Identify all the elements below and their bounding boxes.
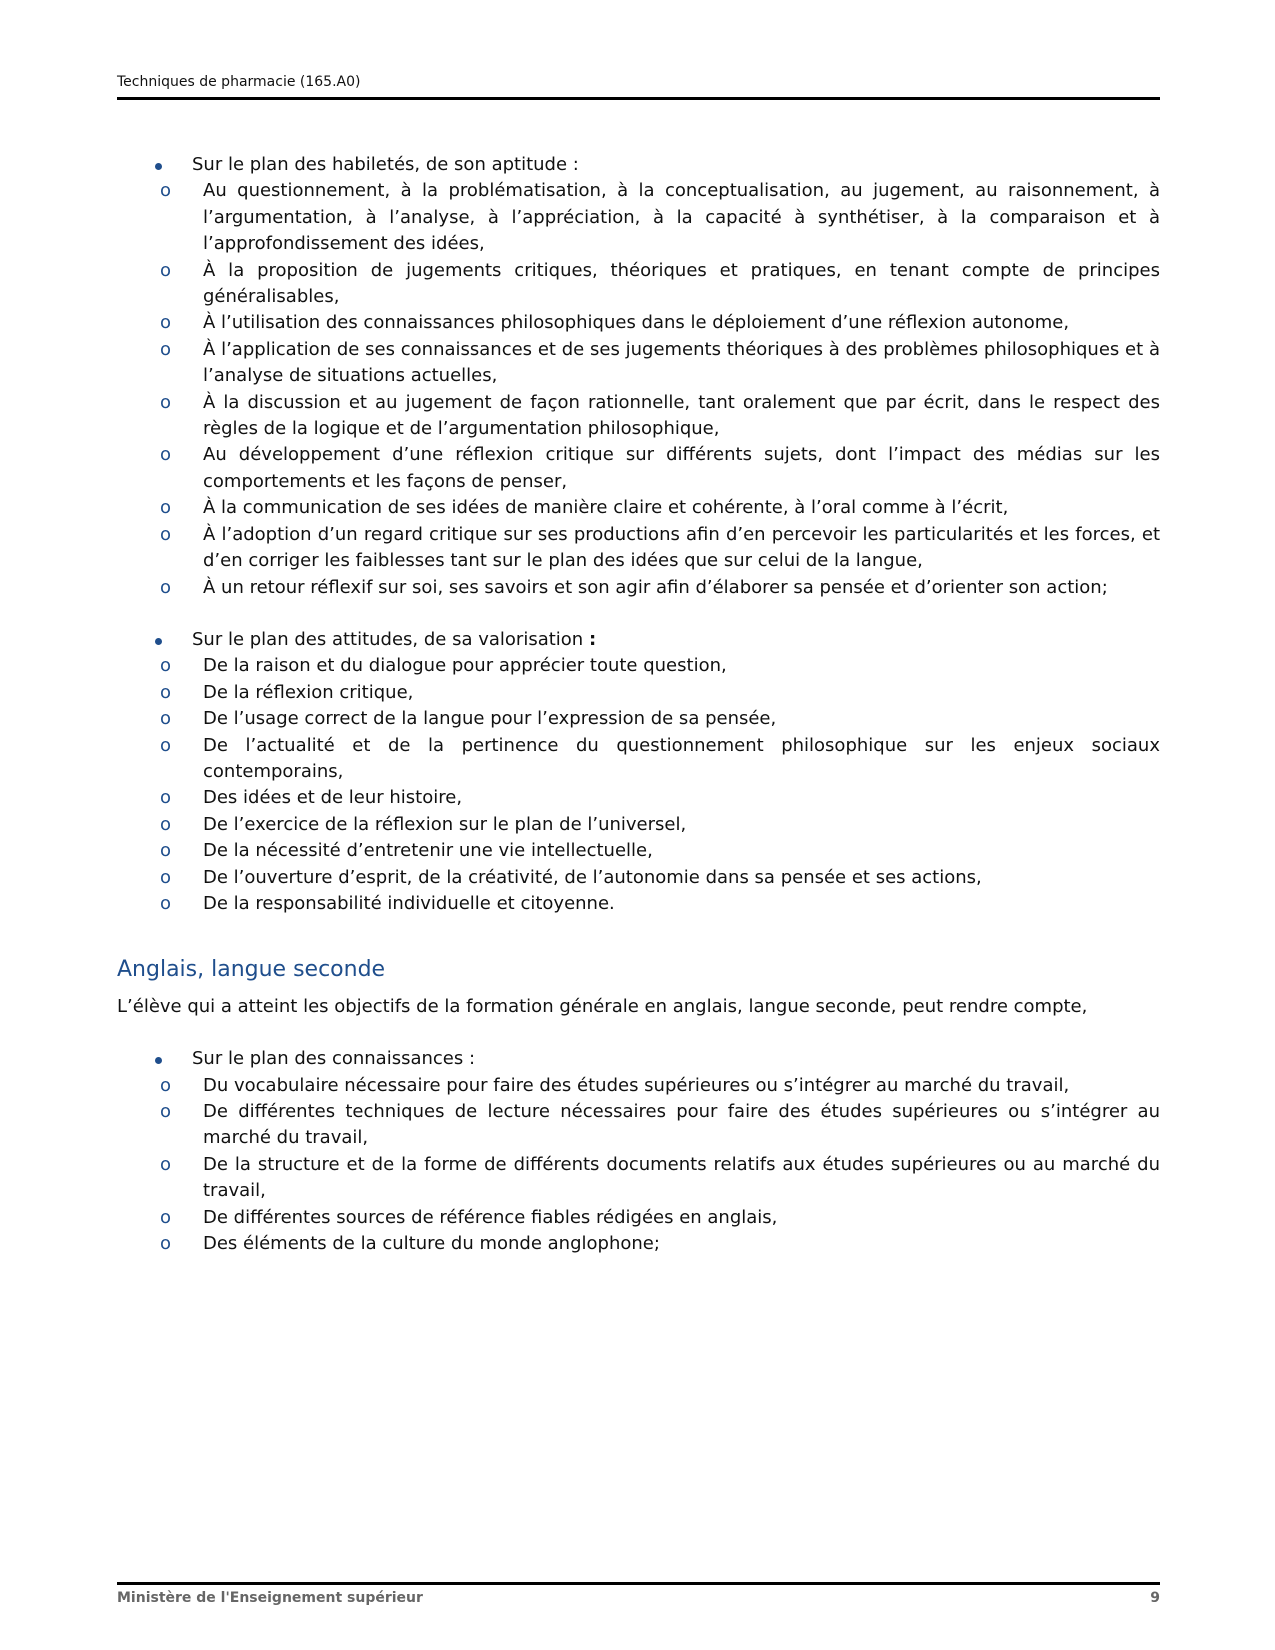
section-heading: Anglais, langue seconde xyxy=(117,957,386,983)
page-content xyxy=(117,152,1160,1257)
header-rule xyxy=(117,97,1160,100)
list-item xyxy=(160,390,1160,443)
sub-bullet-icon: o xyxy=(160,523,172,545)
list-item xyxy=(160,891,1160,917)
footer-rule xyxy=(117,1582,1160,1585)
sub-bullet-icon: o xyxy=(160,813,172,835)
list-item-text: Des idées et de leur histoire, xyxy=(203,787,463,809)
spacer xyxy=(117,601,1160,627)
sub-bullet-icon: o xyxy=(160,1101,172,1122)
sub-bullet-icon: o xyxy=(160,1233,172,1255)
sub-bullet-icon: o xyxy=(160,338,172,360)
list-item xyxy=(160,653,1160,679)
list-item xyxy=(160,522,1160,575)
list-item-text: À l’utilisation des connaissances philosophiques dans le déploiement d’une réflexion autonome, xyxy=(203,312,1070,334)
sub-bullet-icon: o xyxy=(160,787,172,809)
sub-bullet-icon: o xyxy=(160,681,172,703)
bullet-icon xyxy=(155,638,162,645)
sub-bullet-icon: o xyxy=(160,708,172,730)
sub-bullet-icon: o xyxy=(160,312,172,334)
list-item-text: À la communication de ses idées de manière claire et cohérente, à l’oral comme à l’écrit, xyxy=(203,497,1009,519)
list-item xyxy=(160,337,1160,390)
list-item xyxy=(160,812,1160,838)
english-objectives xyxy=(117,1046,1160,1257)
list-item xyxy=(160,733,1160,786)
list-item xyxy=(160,1205,1160,1231)
philosophy-objectives xyxy=(117,152,1160,917)
sub-bullet-icon: o xyxy=(160,391,172,413)
list-item-text: De la nécessité d’entretenir une vie intellectuelle, xyxy=(203,840,653,862)
bullet-group xyxy=(117,627,1160,917)
list-item xyxy=(160,680,1160,706)
list-item-text: À la proposition de jugements critiques, théoriques et pratiques, en tenant compte de principes généralisables, xyxy=(203,259,1160,308)
sub-bullet-icon: o xyxy=(160,259,172,281)
sub-bullet-icon: o xyxy=(160,892,172,914)
sub-bullet-icon: o xyxy=(160,1153,172,1175)
sub-bullet-icon: o xyxy=(160,444,172,466)
list-item xyxy=(160,178,1160,257)
list-item-text: De différentes techniques de lecture nécessaires pour faire des études supérieures ou s’intégrer au marché du travail, xyxy=(203,1101,1160,1149)
list-item-text: Au développement d’une réflexion critique sur différents sujets, dont l’impact des médias sur les comportements et les façons de penser, xyxy=(203,444,1160,492)
list-item xyxy=(160,1099,1160,1152)
list-item-text: Au questionnement, à la problématisation, à la conceptualisation, au jugement, au raisonnement, à l’argumentation, à l’analyse, à l’appréciation, à la capacité à synthétiser, à la comparaison et à l’approfondissement des idées, xyxy=(203,180,1160,255)
bullet-label: Sur le plan des attitudes, de sa valorisation xyxy=(192,628,589,650)
sub-bullet-icon: o xyxy=(160,734,172,756)
sub-bullet-icon: o xyxy=(160,497,172,519)
list-item xyxy=(160,785,1160,811)
bullet-icon xyxy=(155,1057,162,1064)
running-header: Techniques de pharmacie (165.A0) xyxy=(117,74,361,90)
list-item xyxy=(160,442,1160,495)
sub-bullet-icon: o xyxy=(160,576,172,598)
sub-bullet-icon: o xyxy=(160,866,172,888)
list-item xyxy=(160,310,1160,336)
sub-bullet-icon: o xyxy=(160,1206,172,1228)
list-item xyxy=(160,1231,1160,1257)
list-item-text: Des éléments de la culture du monde anglophone; xyxy=(203,1233,660,1255)
list-item xyxy=(160,1073,1160,1099)
list-item-text: À la discussion et au jugement de façon rationnelle, tant oralement que par écrit, dans le respect des règles de la logique et de l’argumentation philosophique, xyxy=(203,391,1160,440)
list-item-text: De la raison et du dialogue pour apprécier toute question, xyxy=(203,655,727,677)
list-item-text: De l’actualité et de la pertinence du questionnement philosophique sur les enjeux sociaux contemporains, xyxy=(203,734,1160,782)
bullet-group xyxy=(117,152,1160,601)
bullet-label: Sur le plan des connaissances : xyxy=(192,1048,476,1070)
footer-org: Ministère de l'Enseignement supérieur xyxy=(117,1590,423,1606)
list-item-text: De l’exercice de la réflexion sur le plan de l’universel, xyxy=(203,813,687,835)
list-item-text: De différentes sources de référence fiables rédigées en anglais, xyxy=(203,1206,778,1228)
list-item xyxy=(160,706,1160,732)
list-item-text: À l’adoption d’un regard critique sur ses productions afin d’en percevoir les particularités et les forces, et d’en corriger les faiblesses tant sur le plan des idées que sur celui de la langue, xyxy=(203,523,1160,572)
bullet-icon xyxy=(155,163,162,170)
list-item-text: De l’ouverture d’esprit, de la créativité, de l’autonomie dans sa pensée et ses actions, xyxy=(203,866,982,888)
list-item xyxy=(160,575,1160,601)
list-item xyxy=(160,495,1160,521)
list-item-text: À un retour réflexif sur soi, ses savoirs et son agir afin d’élaborer sa pensée et d’orienter son action; xyxy=(203,576,1108,598)
list-item-text: Du vocabulaire nécessaire pour faire des études supérieures ou s’intégrer au marché du travail, xyxy=(203,1074,1070,1096)
sub-bullet-icon: o xyxy=(160,840,172,862)
list-item-text: De l’usage correct de la langue pour l’expression de sa pensée, xyxy=(203,708,777,730)
list-item-text: À l’application de ses connaissances et de ses jugements théoriques à des problèmes philosophiques et à l’analyse de situations actuelles, xyxy=(203,338,1160,387)
list-item-text: De la réflexion critique, xyxy=(203,681,414,703)
bullet-label: Sur le plan des habiletés, de son aptitude : xyxy=(192,154,579,175)
list-item-text: De la structure et de la forme de différents documents relatifs aux études supérieures ou au marché du travail, xyxy=(203,1153,1160,1202)
sub-bullet-icon: o xyxy=(160,655,172,677)
bullet-label-suffix: : xyxy=(588,628,597,650)
page-number: 9 xyxy=(1150,1590,1160,1606)
list-item xyxy=(160,838,1160,864)
list-item xyxy=(160,1152,1160,1205)
list-item xyxy=(160,865,1160,891)
page-footer xyxy=(117,1590,1160,1606)
list-item-text: De la responsabilité individuelle et citoyenne. xyxy=(203,892,615,914)
sub-bullet-icon: o xyxy=(160,1074,172,1096)
list-item xyxy=(160,258,1160,311)
sub-bullet-icon: o xyxy=(160,180,172,202)
bullet-group xyxy=(117,1046,1160,1257)
section-intro: L’élève qui a atteint les objectifs de la formation générale en anglais, langue seconde, peut rendre compte, xyxy=(117,995,1088,1017)
